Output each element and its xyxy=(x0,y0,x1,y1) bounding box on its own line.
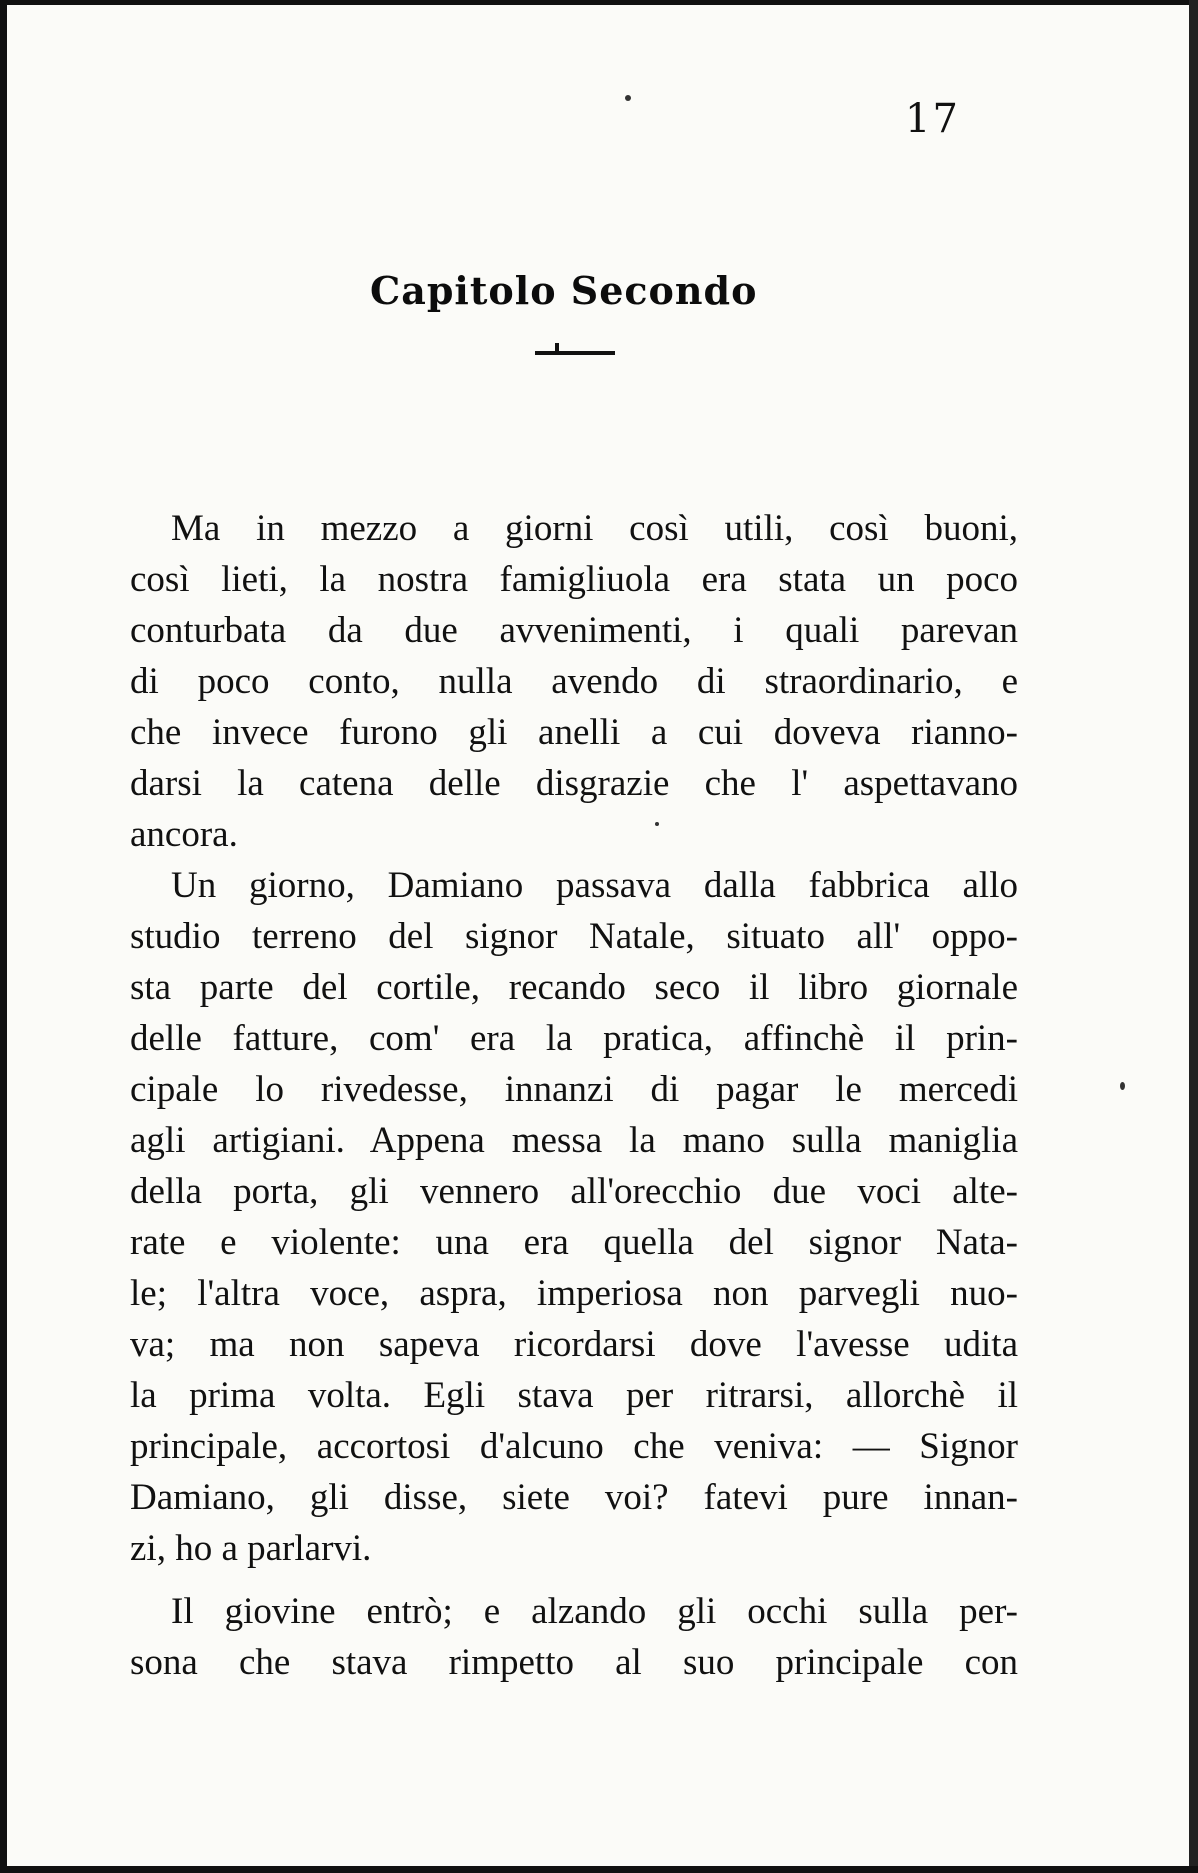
text-line: che invece furono gli anelli a cui doveva rianno- xyxy=(130,712,1018,753)
text-line: delle fatture, com' era la pratica, affinchè il prin- xyxy=(130,1018,1018,1059)
text-line: Damiano, gli disse, siete voi? fatevi pure innan- xyxy=(130,1477,1018,1518)
body-text xyxy=(130,503,1018,1688)
text-line: rate e violente: una era quella del signor Nata- xyxy=(130,1222,1018,1263)
text-line: zi, ho a parlarvi. xyxy=(130,1528,372,1569)
page-edge-top xyxy=(0,0,1198,5)
text-line: agli artigiani. Appena messa la mano sulla maniglia xyxy=(130,1120,1018,1161)
page-number: 17 xyxy=(905,96,960,142)
text-line: principale, accortosi d'alcuno che veniva: — Signor xyxy=(130,1426,1018,1467)
page-edge-bottom xyxy=(0,1866,1198,1873)
page-edge-left xyxy=(0,0,7,1873)
text-line: conturbata da due avvenimenti, i quali parevan xyxy=(130,610,1018,651)
text-line: Il giovine entrò; e alzando gli occhi sulla per- xyxy=(171,1591,1018,1632)
text-line: cipale lo rivedesse, innanzi di pagar le mercedi xyxy=(130,1069,1018,1110)
text-line: di poco conto, nulla avendo di straordinario, e xyxy=(130,661,1018,702)
text-line: sona che stava rimpetto al suo principale con xyxy=(130,1642,1018,1683)
ink-speck xyxy=(1120,1082,1125,1090)
text-line: della porta, gli vennero all'orecchio due voci alte- xyxy=(130,1171,1018,1212)
text-line: va; ma non sapeva ricordarsi dove l'avesse udita xyxy=(130,1324,1018,1365)
text-line: Un giorno, Damiano passava dalla fabbrica allo xyxy=(171,865,1018,906)
page-edge-right xyxy=(1189,0,1198,1873)
text-line: ancora. xyxy=(130,814,238,855)
text-line: darsi la catena delle disgrazie che l' aspettavano xyxy=(130,763,1018,804)
text-line: così lieti, la nostra famigliuola era stata un poco xyxy=(130,559,1018,600)
text-line: le; l'altra voce, aspra, imperiosa non parvegli nuo- xyxy=(130,1273,1018,1314)
text-line: studio terreno del signor Natale, situato all' oppo- xyxy=(130,916,1018,957)
text-line: sta parte del cortile, recando seco il libro giornale xyxy=(130,967,1018,1008)
title-ornament-rule xyxy=(535,351,615,355)
text-line: la prima volta. Egli stava per ritrarsi, allorchè il xyxy=(130,1375,1018,1416)
text-line: Ma in mezzo a giorni così utili, così buoni, xyxy=(171,508,1018,549)
ink-speck xyxy=(625,95,631,101)
chapter-title: Capitolo Secondo xyxy=(370,268,758,313)
